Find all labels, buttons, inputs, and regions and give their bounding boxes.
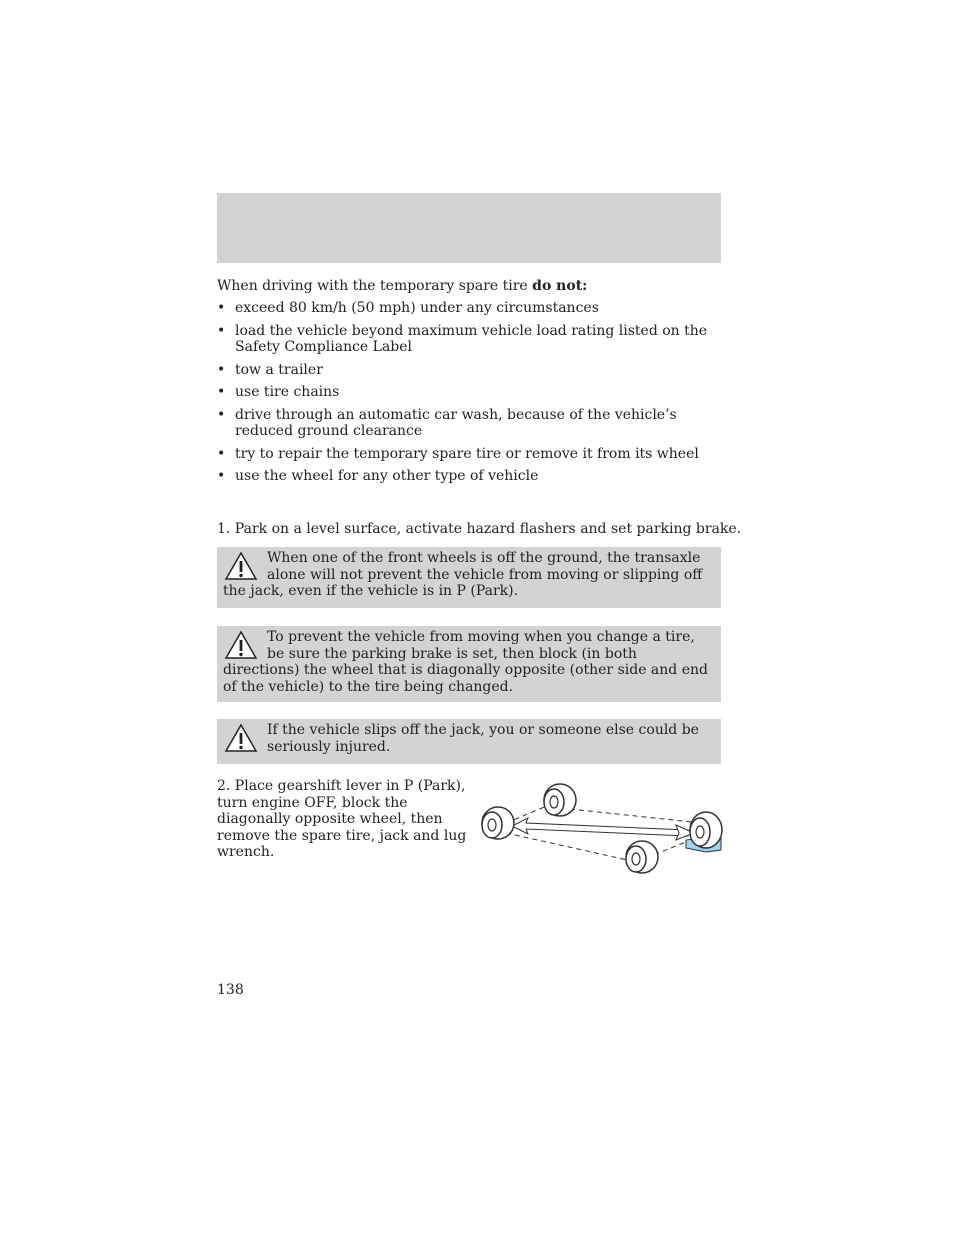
warning-triangle-icon [223,629,259,661]
intro-lead: When driving with the temporary spare tire [217,278,533,294]
warning-triangle-icon [223,550,259,582]
bullet-icon: • [217,300,226,316]
list-item [217,300,721,317]
do-not-list [217,300,721,491]
tire-front-left [482,807,514,839]
list-item-text: use the wheel for any other type of vehicle [235,468,539,484]
list-item [217,362,721,379]
list-item-text: load the vehicle beyond maximum vehicle load rating listed on the Safety Compliance Label [235,322,708,355]
list-item-text: drive through an automatic car wash, because of the vehicle’s reduced ground clearance [235,406,677,439]
warning-text: When one of the front wheels is off the ground, the transaxle alone will not prevent the vehicle from moving or slipping off the jack, even if the vehicle is in P (Park). [223,550,703,599]
bullet-icon: • [217,468,226,484]
warning-text: To prevent the vehicle from moving when you change a tire, be sure the parking brake is set, then block (in both directions) the wheel that is diagonally opposite (other side and end of the vehicle) to the tire being changed. [223,629,708,695]
warning-text: If the vehicle slips off the jack, you or someone else could be seriously injured. [267,722,699,755]
list-item-text: exceed 80 km/h (50 mph) under any circumstances [235,300,599,316]
page-number: 138 [217,982,244,998]
bullet-icon: • [217,445,226,462]
step-2-text: 2. Place gearshift lever in P (Park), turn engine OFF, block the diagonally opposite wheel, then remove the spare tire, jack and lug wrench. [217,778,467,860]
list-item [217,407,721,440]
bullet-icon: • [217,384,226,400]
list-item [217,468,721,485]
warning-box [217,719,721,764]
bullet-icon: • [217,322,226,339]
intro-text [217,278,721,295]
tire-front-right [626,841,658,873]
list-item-text: use tire chains [235,384,340,400]
bullet-icon: • [217,406,226,423]
diagonal-arrow [512,818,694,840]
list-item-text: try to repair the temporary spare tire or remove it from its wheel [235,445,699,462]
tire-rear-right [690,812,722,848]
section-header-band [217,193,721,263]
warning-triangle-icon [223,722,259,754]
diagonal-wheel-block-diagram [476,778,724,878]
list-item-text: tow a trailer [235,361,323,378]
bullet-icon: • [217,361,226,378]
warning-box [217,547,721,608]
intro-emphasis: do not: [532,278,588,294]
warning-box [217,626,721,702]
list-item [217,384,721,401]
tire-rear-left [544,784,576,816]
list-item [217,446,721,463]
step-1-text: 1. Park on a level surface, activate hazard flashers and set parking brake. [217,521,742,537]
list-item [217,323,721,356]
